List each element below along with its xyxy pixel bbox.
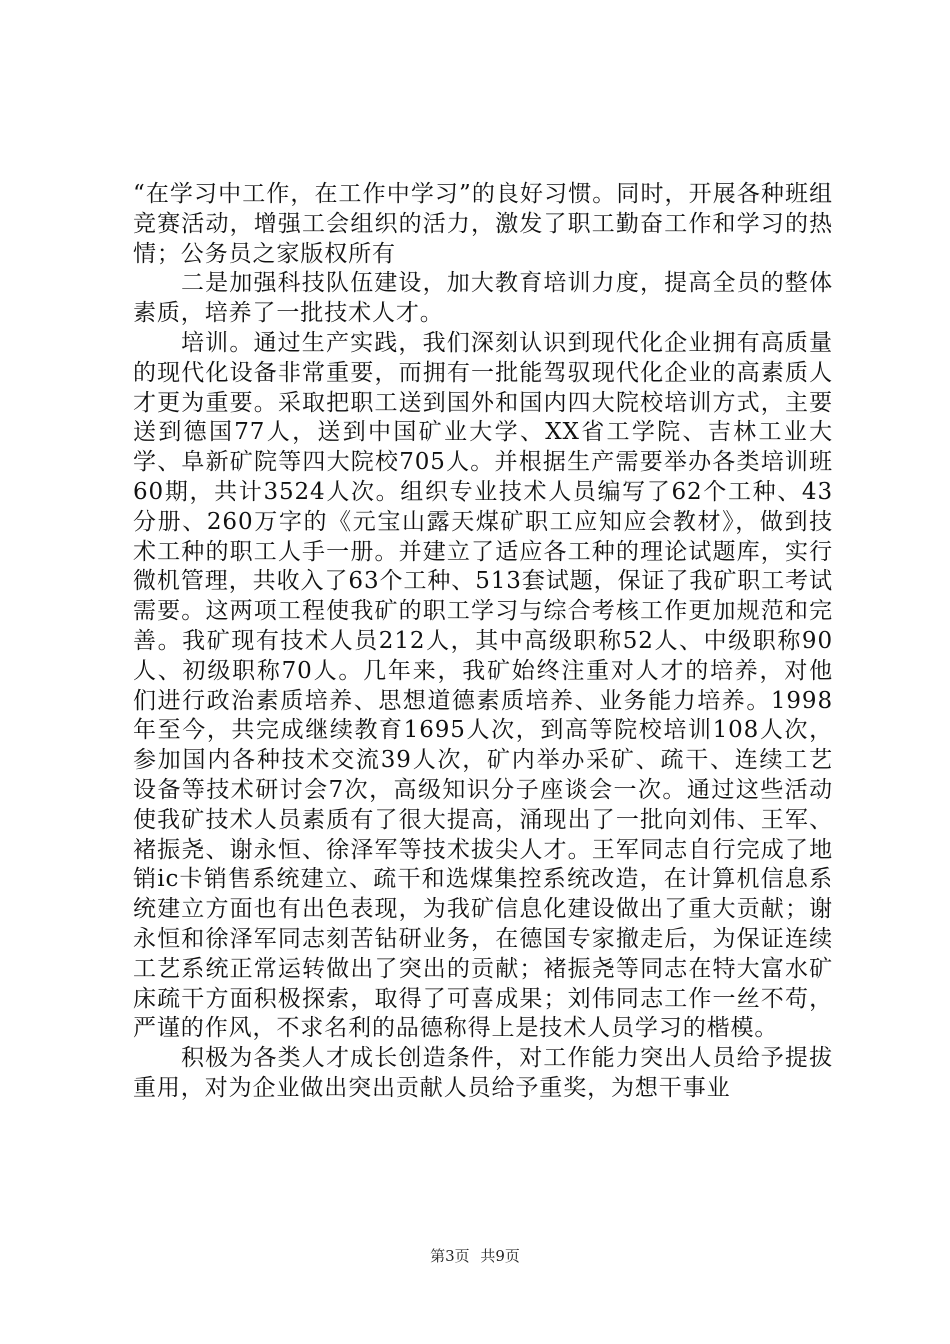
paragraph-tech-team: 二是加强科技队伍建设，加大教育培训力度，提高全员的整体素质，培养了一批技术人才。 xyxy=(133,270,833,327)
paragraph-training: 培训。通过生产实践，我们深刻认识到现代化企业拥有高质量的现代化设备非常重要，而拥有一批能驾驭现代化企业的高素质人才更为重要。采取把职工送到国外和国内四大院校培训方式，主要送到德国77人，送到中国矿业大学、XX省工学院、吉林工业大学、阜新矿院等四大院校705人。并根据生产需要举办各类培训班60期，共计3524人次。组织专业技术人员编写了62个工种、43分册、260万字的《元宝山露天煤矿职工应知应会教材》，做到技术工种的职工人手一册。并建立了适应各工种的理论试题库，实行微机管理，共收入了63个工种、513套试题，保证了我矿职工考试需要。这两项工程使我矿的职工学习与综合考核工作更加规范和完善。我矿现有技术人员212人，其中高级职称52人、中级职称90人、初级职称70人。几年来，我矿始终注重对人才的培养，对他们进行政治素质培养、思想道德素质培养、业务能力培养。1998年至今，共完成继续教育1695人次，到高等院校培训108人次，参加国内各种技术交流39人次，矿内举办采矿、疏干、连续工艺设备等技术研讨会7次，高级知识分子座谈会一次。通过这些活动使我矿技术人员素质有了很大提高，涌现出了一批向刘伟、王军、褚振尧、谢永恒、徐泽军等技术拔尖人才。王军同志自行完成了地销ic卡销售系统建立、疏干和选煤集控系统改造，在计算机信息系统建立方面也有出色表现，为我矿信息化建设做出了重大贡献；谢永恒和徐泽军同志刻苦钻研业务，在德国专家撤走后，为保证连续工艺系统正常运转做出了突出的贡献；褚振尧等同志在特大富水矿床疏干方面积极探索，取得了可喜成果；刘伟同志工作一丝不苟，严谨的作风，不求名利的品德称得上是技术人员学习的楷模。 xyxy=(133,329,833,1042)
page-total: 共9页 xyxy=(480,1247,520,1265)
page-number: 第3页 xyxy=(430,1247,470,1265)
page-footer xyxy=(0,1245,950,1266)
paragraph-talent-growth: 积极为各类人才成长创造条件，对工作能力突出人员给予提拔重用，对为企业做出突出贡献人员给予重奖，为想干事业 xyxy=(133,1045,833,1101)
paragraph-continuation: “在学习中工作，在工作中学习”的良好习惯。同时，开展各种班组竞赛活动，增强工会组织的活力，激发了职工勤奋工作和学习的热情；公务员之家版权所有 xyxy=(133,181,833,267)
document-body xyxy=(133,180,833,1104)
